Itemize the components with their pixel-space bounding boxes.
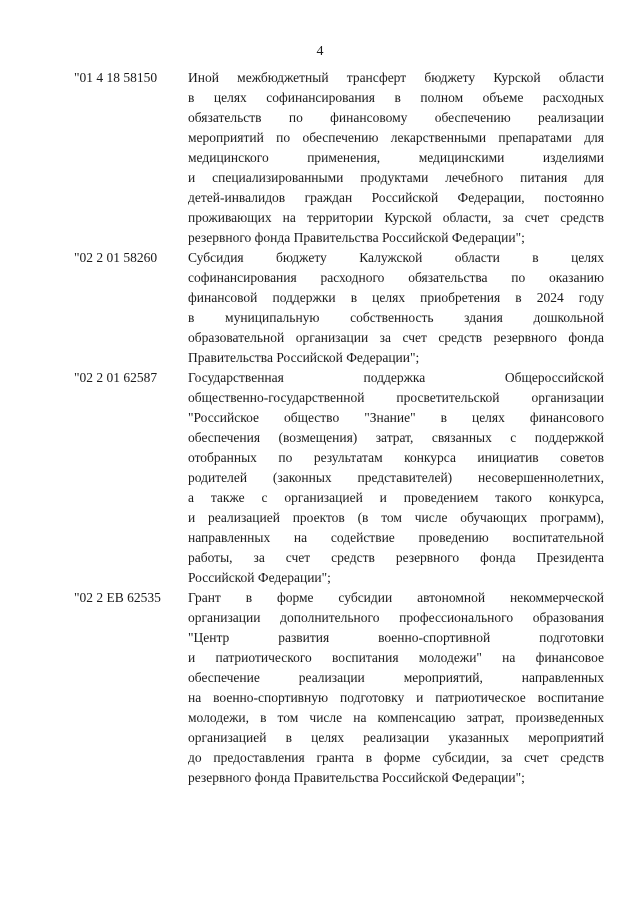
text-line: мероприятий по обеспечению лекарственными препаратами для bbox=[188, 130, 604, 145]
text-line: в целях софинансирования в полном объеме расходных bbox=[188, 90, 604, 105]
entry-description bbox=[188, 588, 604, 788]
text-line: проживающих на территории Курской области, за счет средств bbox=[188, 210, 604, 225]
text-line: общественно-государственной просветительской организации bbox=[188, 390, 604, 405]
text-line: образовательной организации за счет средств резервного фонда bbox=[188, 330, 604, 345]
text-line: молодежи, в том числе на компенсацию затрат, произведенных bbox=[188, 710, 604, 725]
text-line: и специализированными продуктами лечебного питания для bbox=[188, 170, 604, 185]
text-line: Субсидия бюджету Калужской области в целях bbox=[188, 250, 604, 265]
entry-description bbox=[188, 68, 604, 248]
text-line: до предоставления гранта в форме субсидии, за счет средств bbox=[188, 750, 604, 765]
text-line: Правительства Российской Федерации"; bbox=[188, 350, 420, 365]
text-line: "Центр развития военно-спортивной подготовки bbox=[188, 630, 604, 645]
text-line: и патриотического воспитания молодежи" на финансовое bbox=[188, 650, 604, 665]
text-line: отобранных по результатам конкурса инициатив советов bbox=[188, 450, 604, 465]
text-line: медицинского применения, медицинскими изделиями bbox=[188, 150, 604, 165]
budget-code: "02 2 ЕВ 62535 bbox=[74, 590, 161, 605]
text-line: Российской Федерации"; bbox=[188, 570, 331, 585]
text-line: организацией в целях реализации указанных мероприятий bbox=[188, 730, 604, 745]
text-line: резервного фонда Правительства Российской Федерации"; bbox=[188, 770, 525, 785]
text-line: финансовой поддержки в целях приобретения в 2024 году bbox=[188, 290, 604, 305]
text-line: "Российское общество "Знание" в целях финансового bbox=[188, 410, 604, 425]
budget-code: "01 4 18 58150 bbox=[74, 70, 158, 85]
text-line: направленных на содействие проведению воспитательной bbox=[188, 530, 604, 545]
entry-description bbox=[188, 248, 604, 368]
page-number: 4 bbox=[316, 44, 324, 59]
text-line: Государственная поддержка Общероссийской bbox=[188, 370, 604, 385]
text-line: обязательств по финансовому обеспечению реализации bbox=[188, 110, 604, 125]
text-line: организации дополнительного профессионального образования bbox=[188, 610, 604, 625]
text-line: резервного фонда Правительства Российской Федерации"; bbox=[188, 230, 525, 245]
text-line: на военно-спортивную подготовку и патриотическое воспитание bbox=[188, 690, 604, 705]
budget-code: "02 2 01 62587 bbox=[74, 370, 158, 385]
text-line: и реализацией проектов (в том числе обучающих программ), bbox=[188, 510, 604, 525]
text-line: детей-инвалидов граждан Российской Федерации, постоянно bbox=[188, 190, 604, 205]
budget-code: "02 2 01 58260 bbox=[74, 250, 158, 265]
text-line: обеспечение реализации мероприятий, направленных bbox=[188, 670, 604, 685]
text-line: работы, за счет средств резервного фонда Президента bbox=[188, 550, 604, 565]
text-line: софинансирования расходного обязательства по оказанию bbox=[188, 270, 604, 285]
text-line: Иной межбюджетный трансферт бюджету Курской области bbox=[188, 70, 604, 85]
entry-description bbox=[188, 368, 604, 588]
text-line: родителей (законных представителей) несовершеннолетних, bbox=[188, 470, 604, 485]
text-line: обеспечения (возмещения) затрат, связанных с поддержкой bbox=[188, 430, 604, 445]
text-line: а также с организацией и проведением такого конкурса, bbox=[188, 490, 604, 505]
text-line: в муниципальную собственность здания дошкольной bbox=[188, 310, 604, 325]
text-line: Грант в форме субсидии автономной некоммерческой bbox=[188, 590, 604, 605]
